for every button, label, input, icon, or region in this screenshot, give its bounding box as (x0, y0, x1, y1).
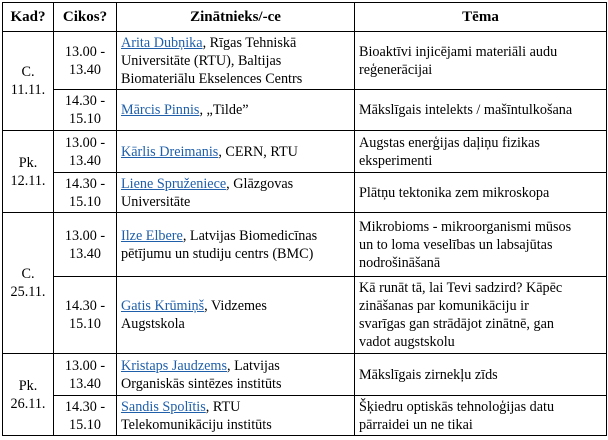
time-start: 13.00 - (64, 43, 106, 60)
time-cell (54, 277, 117, 354)
time-cell (54, 173, 117, 213)
topic-cell (355, 173, 607, 213)
affiliation-text: Augstskola (121, 316, 185, 332)
affiliation-text: Universitāte (RTU), Baltijas (121, 52, 282, 69)
topic-text: Kā runāt tā, lai Tevi sadzird? Kāpēc (359, 280, 563, 296)
affiliation-text: , Rīgas Tehniskā (202, 34, 297, 51)
topic-text: Plātņu tektonika zem mikroskopa (359, 184, 550, 201)
scientist-link[interactable]: Ilze Elbere (121, 227, 183, 244)
day-cell (3, 32, 54, 131)
affiliation-text: Organiskās sintēzes institūts (121, 375, 282, 392)
topic-text: reģenerācijai (359, 61, 433, 78)
table-row (3, 131, 607, 173)
scientist-cell (117, 173, 355, 213)
time-end: 15.10 (69, 111, 101, 127)
scientist-link[interactable]: Mārcis Pinnis (121, 102, 200, 118)
day-date: 26.11. (10, 395, 46, 412)
topic-cell (355, 354, 607, 396)
affiliation-text: , Glāzgovas (226, 175, 294, 192)
header-time: Cikos? (54, 3, 117, 32)
topic-text: Augstas enerģijas daļiņu fizikas (359, 134, 540, 151)
scientist-cell (117, 131, 355, 173)
time-cell (54, 131, 117, 173)
time-end: 13.40 (69, 152, 101, 169)
day-label: Pk. (18, 154, 38, 171)
topic-cell (355, 32, 607, 90)
header-topic: Tēma (355, 3, 607, 32)
topic-cell (355, 131, 607, 173)
affiliation-text: Telekomunikāciju institūts (121, 416, 272, 433)
affiliation-text: Universitāte (121, 193, 191, 210)
scientist-link[interactable]: Liene Spruženiece (121, 175, 227, 192)
topic-text: un to loma veselības un labsajūtas (359, 236, 553, 253)
time-cell (54, 213, 117, 277)
affiliation-text: , CERN, RTU (218, 143, 298, 160)
scientist-cell (117, 213, 355, 277)
table-row (3, 173, 607, 213)
scientist-link[interactable]: Gatis Krūmiņš (121, 298, 205, 314)
schedule-table (2, 2, 607, 436)
topic-text: vadot augstskolu (359, 334, 455, 350)
table-row (3, 277, 607, 354)
topic-cell (355, 213, 607, 277)
day-label: Pk. (18, 377, 38, 394)
time-cell (54, 90, 117, 131)
time-start: 14.30 - (64, 93, 106, 109)
affiliation-text: Biomateriālu Ekselences Centrs (121, 70, 303, 87)
time-start: 14.30 - (64, 175, 106, 192)
day-date: 11.11. (10, 82, 46, 98)
scientist-link[interactable]: Arita Dubņika (121, 34, 203, 51)
topic-text: pārraidei un ne tikai (359, 416, 473, 433)
topic-cell (355, 396, 607, 436)
affiliation-text: , „Tilde” (199, 102, 249, 118)
time-end: 15.10 (69, 416, 101, 433)
header-row (3, 3, 607, 32)
time-start: 14.30 - (64, 398, 106, 415)
topic-text: nodrošināšanā (359, 254, 441, 271)
table-row (3, 90, 607, 131)
day-label: C. (21, 266, 35, 282)
topic-text: svarīgas gan strādājot zinātnē, gan (359, 316, 555, 332)
scientist-cell (117, 32, 355, 90)
day-date: 25.11. (10, 284, 46, 300)
time-start: 13.00 - (64, 134, 106, 151)
affiliation-text: , Latvijas Biomedicīnas (182, 227, 318, 244)
affiliation-text: , Vidzemes (204, 298, 267, 314)
day-cell (3, 213, 54, 354)
time-end: 13.40 (69, 245, 101, 262)
topic-cell (355, 90, 607, 131)
topic-cell (355, 277, 607, 354)
topic-text: Mikrobioms - mikroorganismi mūsos (359, 218, 572, 235)
time-end: 15.10 (69, 193, 101, 210)
scientist-link[interactable]: Kristaps Jaudzems (121, 357, 227, 374)
topic-text: Bioaktīvi injicējami materiāli audu (359, 43, 558, 60)
topic-text: zināšanas par komunikāciju ir (359, 298, 529, 314)
time-cell (54, 354, 117, 396)
scientist-link[interactable]: Sandis Spolītis (121, 398, 206, 415)
topic-text: Mākslīgais intelekts / mašīntulkošana (359, 102, 573, 118)
header-scientist: Zinātnieks/-ce (117, 3, 355, 32)
scientist-cell (117, 396, 355, 436)
scientist-cell (117, 277, 355, 354)
time-end: 13.40 (69, 375, 101, 392)
table-row (3, 396, 607, 436)
header-day: Kad? (3, 3, 54, 32)
topic-text: Šķiedru optiskās tehnoloģijas datu (359, 398, 555, 415)
time-start: 14.30 - (64, 298, 106, 314)
time-end: 13.40 (69, 61, 101, 78)
time-cell (54, 32, 117, 90)
table-row (3, 354, 607, 396)
topic-text: Mākslīgais zirnekļu zīds (359, 366, 498, 383)
affiliation-text: , RTU (205, 398, 241, 415)
time-end: 15.10 (69, 316, 101, 332)
table-row (3, 213, 607, 277)
affiliation-text: , Latvijas (227, 357, 280, 374)
day-cell (3, 131, 54, 213)
scientist-cell (117, 90, 355, 131)
day-label: C. (21, 64, 35, 80)
topic-text: eksperimenti (359, 152, 433, 169)
time-start: 13.00 - (64, 227, 106, 244)
scientist-cell (117, 354, 355, 396)
scientist-link[interactable]: Kārlis Dreimanis (121, 143, 219, 160)
time-start: 13.00 - (64, 357, 106, 374)
affiliation-text: pētījumu un studiju centrs (BMC) (121, 245, 314, 262)
day-date: 12.11. (10, 172, 46, 189)
table-row (3, 32, 607, 90)
time-cell (54, 396, 117, 436)
day-cell (3, 354, 54, 436)
